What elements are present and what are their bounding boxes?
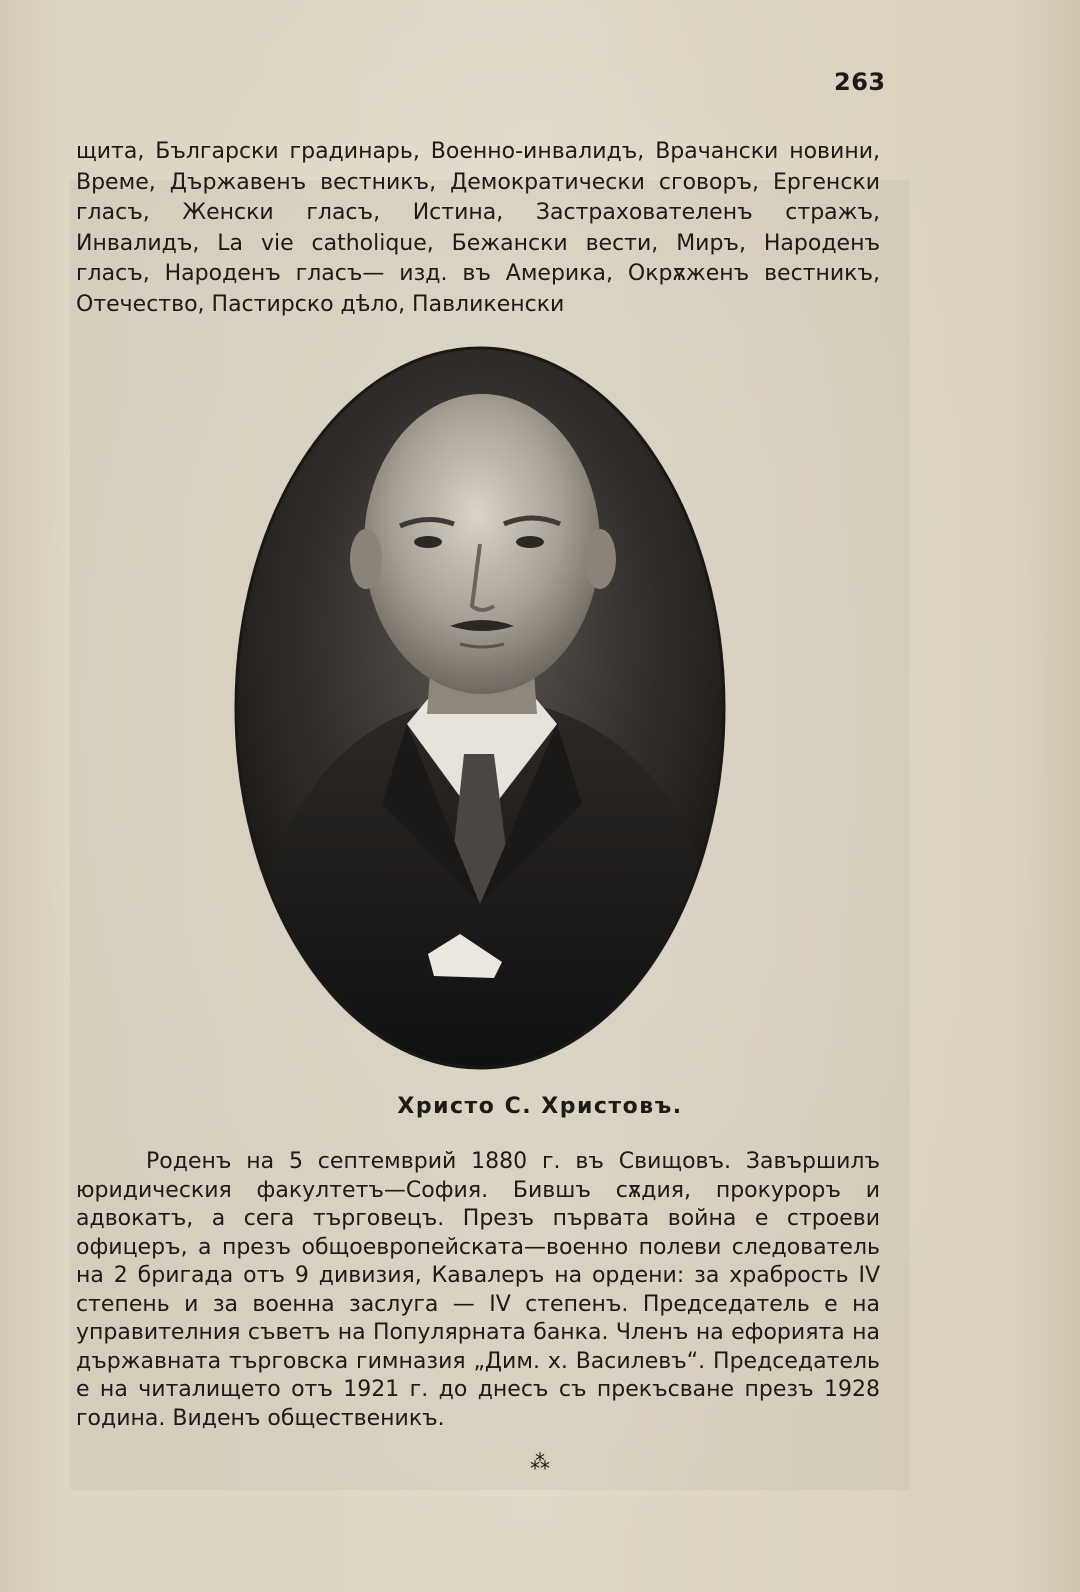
- portrait-caption: Христо С. Христовъ.: [397, 1094, 683, 1119]
- top-paragraph: щита, Български градинарь, Военно-инвалидъ, Врачански новини, Време, Държавенъ вестникъ, Демократически сговоръ, Ергенски гласъ, Женски гласъ, Истина, Застрахователенъ стражъ, Инвалидъ, La vie catholique, Бежански вести, Миръ, Народенъ гласъ, Народенъ гласъ— изд. въ Америка, Окрѫженъ вестникъ, Отечество, Пастирско дѣло, Павликенски: [76, 139, 880, 317]
- biography-text: Роденъ на 5 септемврий 1880 г. въ Свищовъ. Завършилъ юридическия факултетъ—София. Бившъ сѫдия, прокуроръ и адвокатъ, а сега търговецъ. Презъ първата война е строеви офицеръ, а презъ общоевропейската—военно полеви следователь на 2 бригада отъ 9 дивизия, Кавалеръ на ордени: за храбрость IV степень и за военна заслуга — IV степенъ. Председатель е на управителния съветъ на Популярната банка. Членъ на ефорията на държавната търговска гимназия „Дим. х. Василевъ“. Председатель е на читалището отъ 1921 г. до днесъ съ прекъсване презъ 1928 година. Виденъ общественикъ.: [76, 1149, 880, 1431]
- oval-portrait: [232, 344, 728, 1072]
- page-number: 263: [834, 68, 886, 96]
- biography-paragraph: [76, 1148, 880, 1433]
- asterism-divider: ⁂: [530, 1450, 550, 1474]
